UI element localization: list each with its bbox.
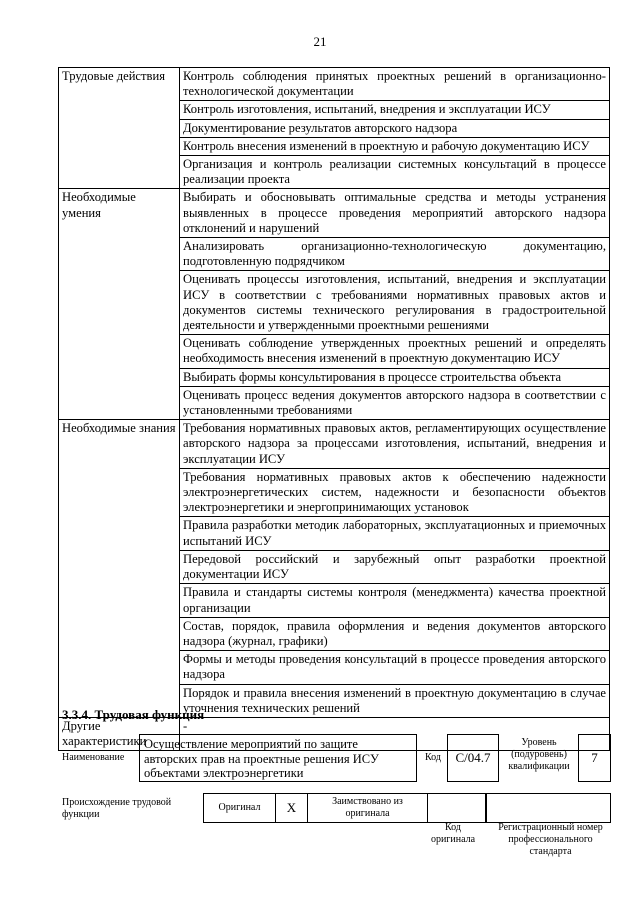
table-cell: Анализировать организационно-технологическую документацию, подготовленную подрядчиком (180, 238, 610, 271)
name-label: Наименование (62, 752, 125, 763)
borrowed-cell (308, 794, 428, 822)
table-cell: Требования нормативных правовых актов, регламентирующих осуществление авторского надзора за процессами изготовления, испытаний, внедрения и эксплуатации ИСУ (180, 420, 610, 469)
registration-box (486, 793, 611, 823)
table-cell: Контроль соблюдения принятых проектных решений в организационно-технологической документации (180, 68, 610, 101)
table-cell: - (180, 717, 610, 750)
section-title: 3.3.4. Трудовая функция (62, 707, 205, 722)
table-row (59, 420, 610, 469)
table-cell: Правила разработки методик лабораторных, эксплуатационных и приемочных испытаний ИСУ (180, 517, 610, 550)
table-cell: Контроль изготовления, испытаний, внедрения и эксплуатации ИСУ (180, 101, 610, 119)
level-label-line: Уровень (521, 737, 557, 748)
reg-caption-line: профессионального (508, 834, 593, 845)
code-caption (420, 822, 486, 846)
original-mark-cell (276, 794, 308, 822)
table-cell: Порядок и правила внесения изменений в проектную документацию в случае уточнения технических решений (180, 684, 610, 717)
labor-function-table (58, 67, 610, 751)
table-cell: Выбирать формы консультирования в процессе строительства объекта (180, 368, 610, 386)
borrowed-label: Заимствовано из оригинала (332, 796, 403, 819)
level-value: 7 (591, 750, 598, 765)
table-cell: Оценивать соблюдение утвержденных проектных решений и определять необходимость внесения изменений в проектную документацию ИСУ (180, 335, 610, 368)
level-label-line: квалификации (508, 761, 570, 772)
origin-box (203, 793, 486, 823)
original-label: Оригинал (218, 802, 261, 813)
level-label (502, 737, 576, 773)
reg-caption (488, 822, 613, 858)
table-cell: Оценивать процессы изготовления, испытаний, внедрения и эксплуатации ИСУ в соответствии с требованиями нормативных правовых актов и документов системы технического регулирования в градостроительной деятельности и утвержденными проектными решениями (180, 271, 610, 335)
table-cell: Правила и стандарты системы контроля (менеджмента) качества проектной организации (180, 584, 610, 617)
row-label-required-skills: Необходимые умения (59, 189, 180, 420)
table-cell: Оценивать процесс ведения документов авторского надзора в соответствии с установленными требованиями (180, 386, 610, 419)
table-cell: Контроль внесения изменений в проектную и рабочую документацию ИСУ (180, 137, 610, 155)
reg-caption-line: Регистрационный номер (498, 822, 603, 833)
table-cell: Передовой российский и зарубежный опыт разработки проектной документации ИСУ (180, 550, 610, 583)
table-cell: Требования нормативных правовых актов к обеспечению надежности электроэнергетических систем, надежности и безопасности объектов электроэнергетики и энергопринимающих установок (180, 468, 610, 517)
code-label: Код (425, 752, 441, 763)
reg-caption-line: стандарта (529, 846, 572, 857)
original-mark: X (286, 800, 297, 815)
original-cell (204, 794, 276, 822)
origin-label: Происхождение трудовой функции (62, 797, 172, 820)
code-caption-line: оригинала (430, 834, 476, 845)
table-row (59, 68, 610, 101)
table-cell: Состав, порядок, правила оформления и ведения документов авторского надзора (журнал, графики) (180, 617, 610, 650)
function-name-box (139, 734, 417, 782)
code-caption-line: Код (445, 822, 461, 833)
table-cell: Документирование результатов авторского надзора (180, 119, 610, 137)
function-name-value: Осуществление мероприятий по защите авторских прав на проектные решения ИСУ объектами электроэнергетики (144, 737, 379, 780)
level-box (578, 734, 611, 782)
table-cell: Выбирать и обосновывать оптимальные средства и методы устранения выявленных в процессе проведения мероприятий авторского надзора отклонений и нарушений (180, 189, 610, 238)
row-label-required-knowledge: Необходимые знания (59, 420, 180, 718)
table-row (59, 189, 610, 238)
level-label-line: (подуровень) (511, 749, 567, 760)
row-label-other-characteristics: Другие характеристики (59, 717, 180, 750)
table-cell: Организация и контроль реализации системных консультаций в процессе реализации проекта (180, 156, 610, 189)
code-value: C/04.7 (455, 750, 491, 765)
row-label-labor-actions: Трудовые действия (59, 68, 180, 189)
table-cell: Формы и методы проведения консультаций в процессе проведения авторского надзора (180, 651, 610, 684)
code-box (447, 734, 499, 782)
page-number: 21 (313, 34, 327, 49)
